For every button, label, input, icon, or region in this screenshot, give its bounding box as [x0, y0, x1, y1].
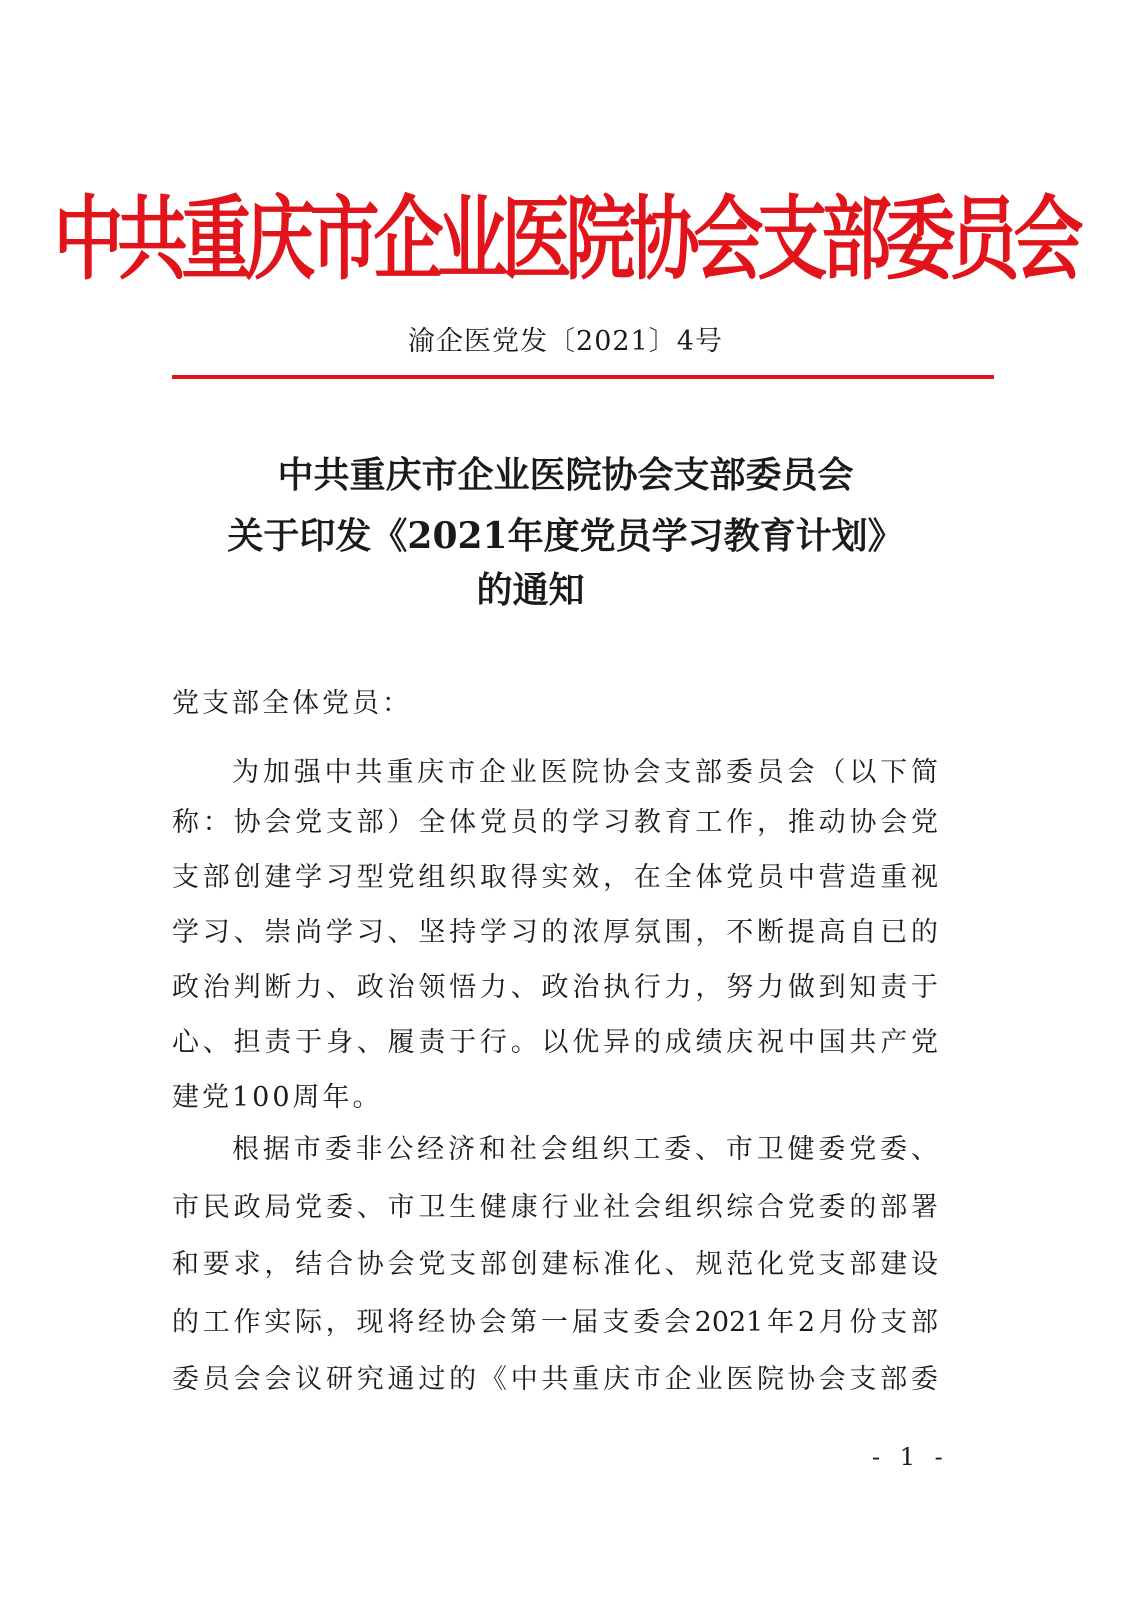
body-line: 心、担责于身、履责于行。以优异的成绩庆祝中国共产党 [172, 1027, 938, 1058]
salutation: 党支部全体党员： [172, 688, 412, 719]
body-line: 支部创建学习型党组织取得实效，在全体党员中营造重视 [172, 862, 938, 893]
body-line: 委员会会议研究通过的《中共重庆市企业医院协会支部委 [172, 1364, 938, 1395]
notice-title-line-3: 的通知 [476, 569, 585, 611]
body-line: 学习、崇尚学习、坚持学习的浓厚氛围，不断提高自已的 [172, 917, 938, 948]
body-line: 建党100周年。 [172, 1082, 383, 1113]
body-line: 根据市委非公经济和社会组织工委、市卫健委党委、 [232, 1134, 938, 1165]
masthead-title: 中共重庆市企业医院协会支部委员会 [53, 186, 1078, 293]
notice-title-line-1: 中共重庆市企业医院协会支部委员会 [277, 454, 854, 496]
body-line: 称：协会党支部）全体党员的学习教育工作，推动协会党 [172, 807, 938, 838]
notice-title-line-2: 关于印发《2021年度党员学习教育计划》 [227, 515, 904, 557]
body-line: 和要求，结合协会党支部创建标准化、规范化党支部建设 [172, 1249, 938, 1280]
document-number: 渝企医党发〔2021〕4号 [408, 326, 723, 357]
page-number: - 1 - [872, 1443, 949, 1471]
red-divider-rule [172, 375, 994, 379]
body-line: 政治判断力、政治领悟力、政治执行力，努力做到知责于 [172, 972, 938, 1003]
body-line: 市民政局党委、市卫生健康行业社会组织综合党委的部署 [172, 1192, 938, 1223]
body-line: 的工作实际，现将经协会第一届支委会2021年2月份支部 [172, 1307, 938, 1338]
body-line: 为加强中共重庆市企业医院协会支部委员会（以下简 [232, 757, 938, 788]
